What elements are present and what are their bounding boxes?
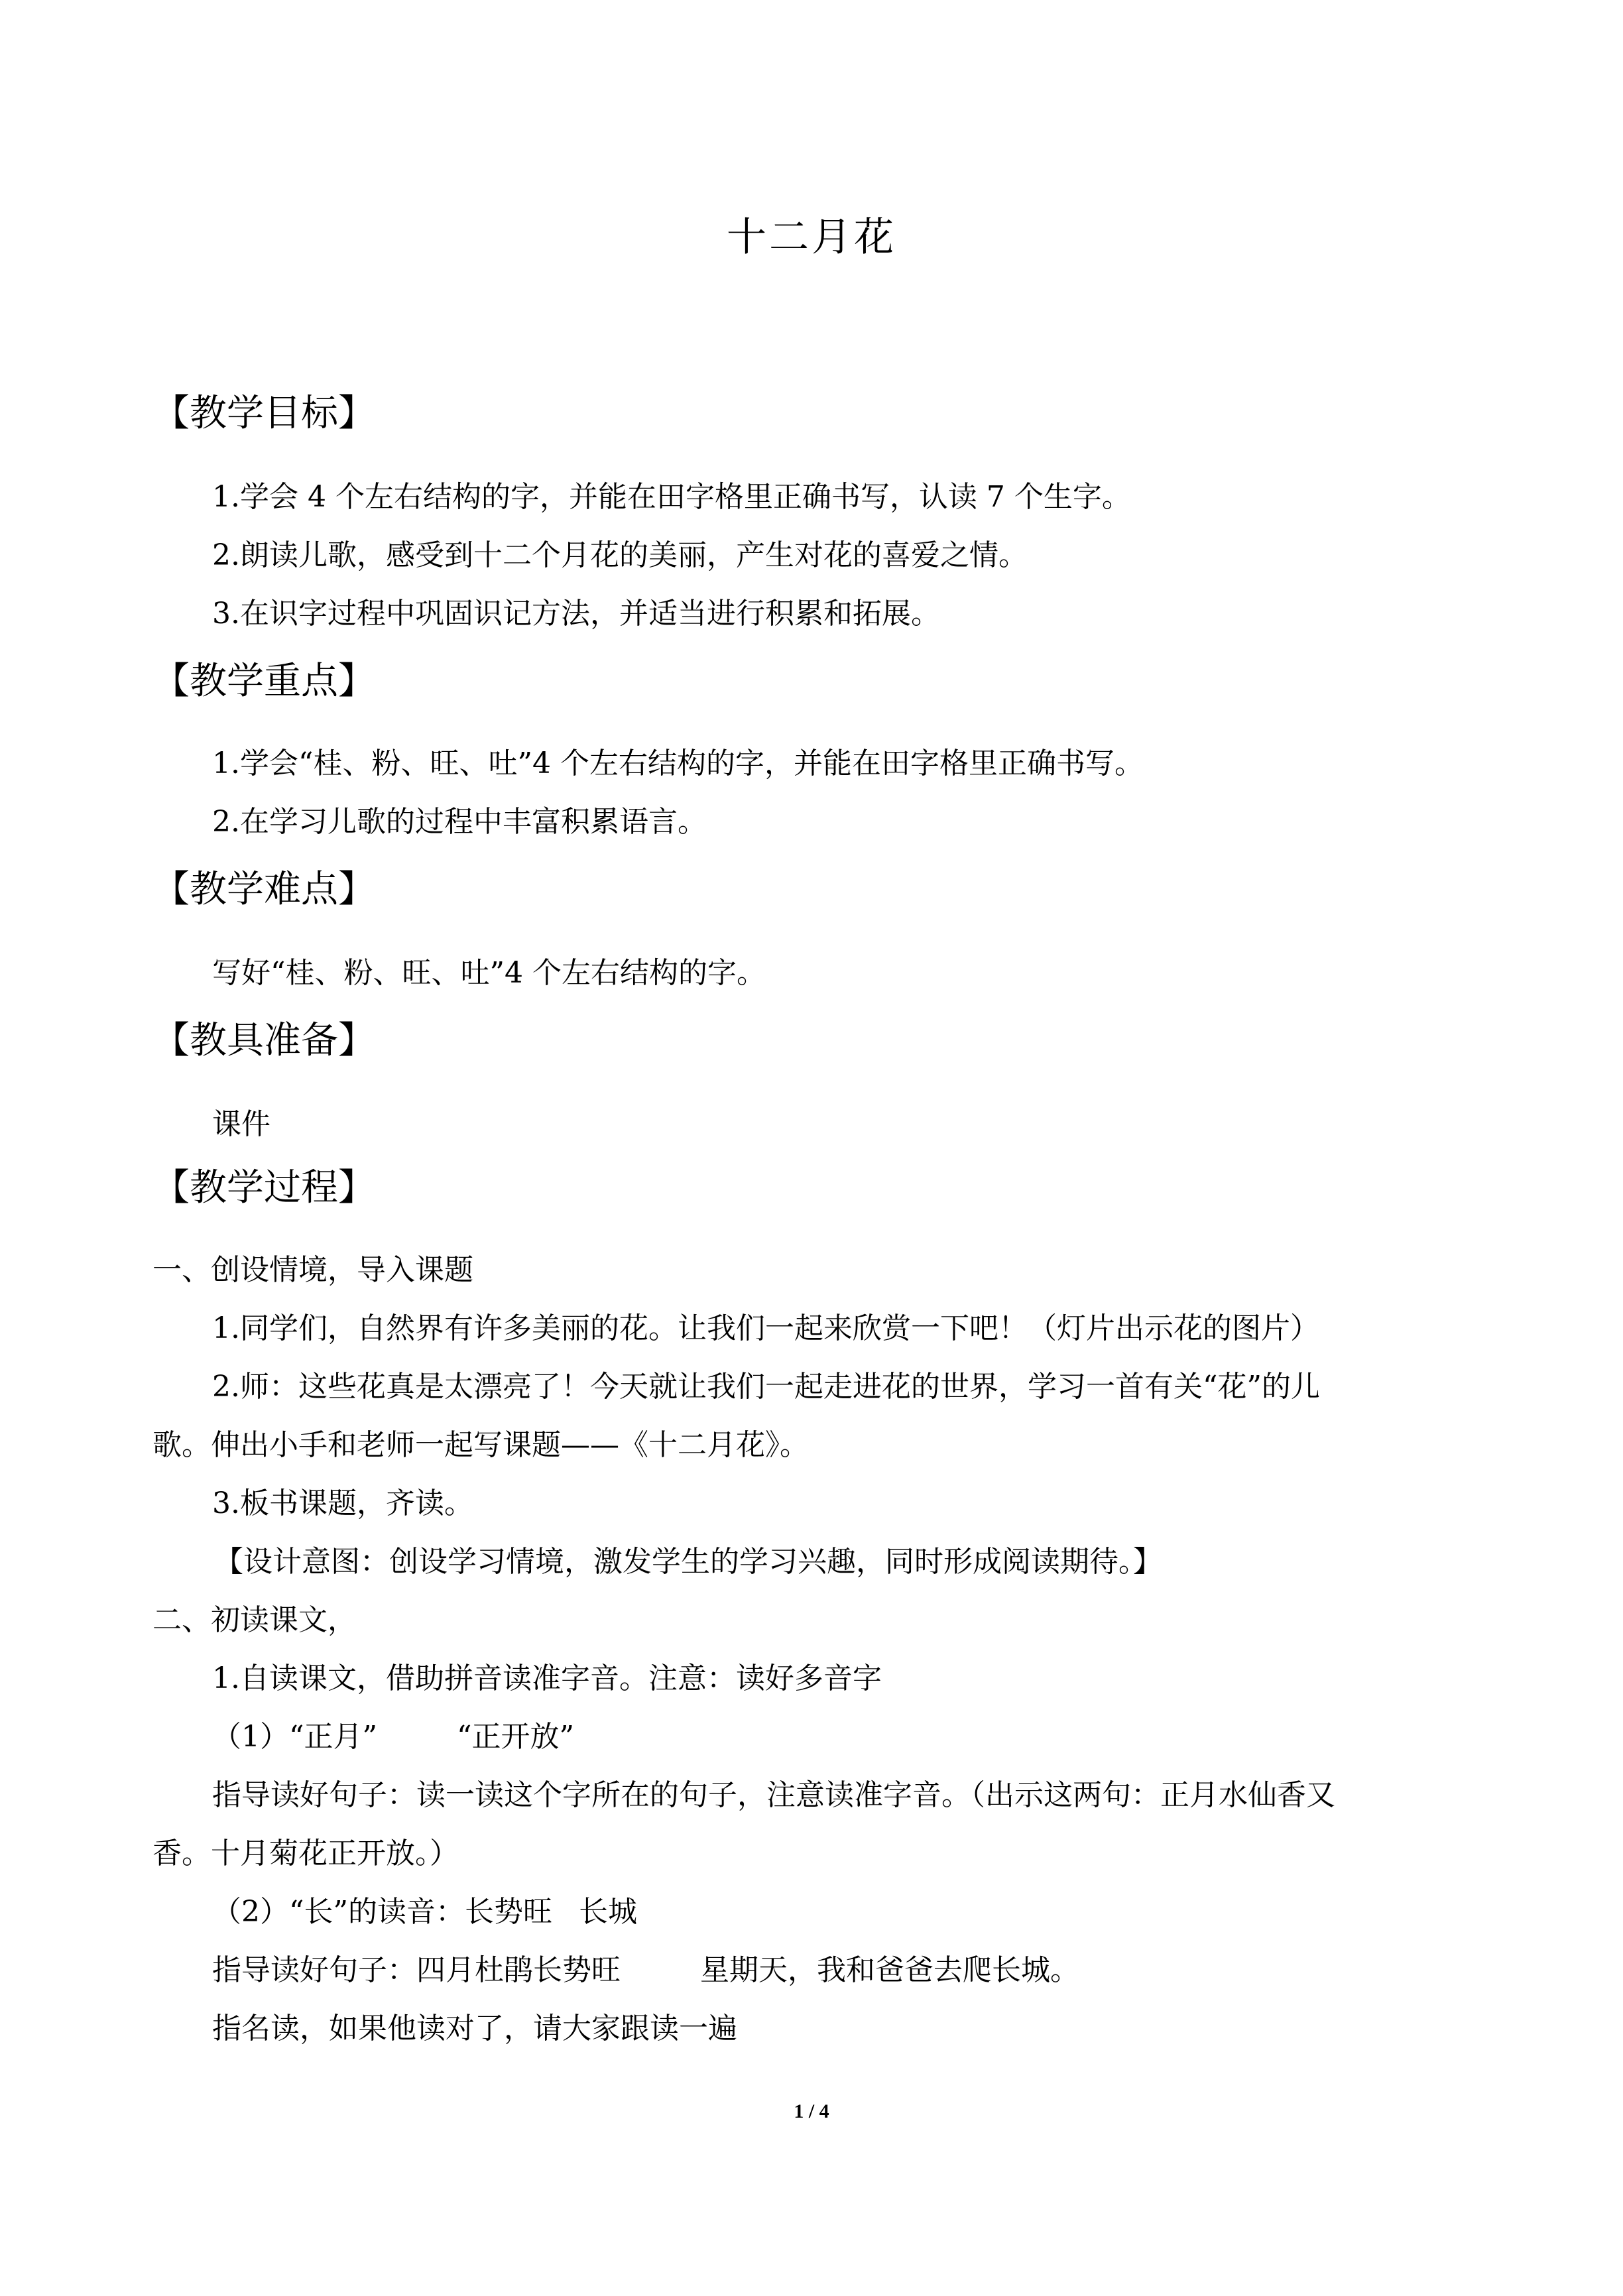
process-part1-line-4: 3.板书课题，齐读。	[212, 1486, 473, 1520]
goal-item-3: 3.在识字过程中巩固识记方法，并适当进行积累和拓展。	[212, 597, 940, 631]
heading-keypoints: 【教学重点】	[152, 660, 375, 703]
process-part1-line-2: 2.师：这些花真是太漂亮了！今天就让我们一起走进花的世界，学习一首有关“花”的儿	[212, 1370, 1320, 1404]
process-part1-line-1: 1.同学们，自然界有许多美丽的花。让我们一起来欣赏一下吧！（灯片出示花的图片）	[212, 1311, 1319, 1345]
polyphone-item-2b: 长城	[578, 1895, 637, 1929]
process-part2-line-2	[212, 1716, 574, 1758]
polyphone-item-1b: “正开放”	[456, 1720, 574, 1754]
process-part1-design-note: 【设计意图：创设学习情境，激发学生的学习兴趣，同时形成阅读期待。】	[214, 1545, 1162, 1579]
polyphone-item-1a: （1）“正月”	[212, 1720, 377, 1754]
sentence-guide-b: 星期天，我和爸爸去爬长城。	[700, 1953, 1079, 1987]
process-part1-title: 一、创设情境，导入课题	[152, 1253, 473, 1287]
process-part2-line-6	[212, 1949, 1079, 1992]
goal-item-2: 2.朗读儿歌，感受到十二个月花的美丽，产生对花的喜爱之情。	[212, 538, 1028, 572]
heading-goals: 【教学目标】	[152, 392, 375, 435]
heading-tools: 【教具准备】	[152, 1019, 375, 1062]
process-part2-line-3: 指导读好句子：读一读这个字所在的句子，注意读准字音。（出示这两句：正月水仙香又	[212, 1778, 1335, 1812]
page-number: 1 / 4	[794, 2100, 829, 2122]
process-part2-line-5	[212, 1891, 637, 1933]
difficulty-item-1: 写好“桂、粉、旺、吐”4 个左右结构的字。	[212, 956, 766, 990]
keypoint-item-2: 2.在学习儿歌的过程中丰富积累语言。	[212, 805, 707, 839]
keypoint-item-1: 1.学会“桂、粉、旺、吐”4 个左右结构的字，并能在田字格里正确书写。	[212, 747, 1144, 780]
goal-item-1: 1.学会 4 个左右结构的字，并能在田字格里正确书写，认读 7 个生字。	[212, 480, 1131, 514]
heading-process: 【教学过程】	[152, 1166, 375, 1209]
sentence-guide-a: 指导读好句子：四月杜鹃长势旺	[212, 1953, 621, 1987]
page-title: 十二月花	[727, 214, 896, 261]
process-part2-line-1: 1.自读课文，借助拼音读准字音。注意：读好多音字	[212, 1662, 882, 1695]
heading-difficulties: 【教学难点】	[152, 868, 375, 911]
process-part2-line-4: 香。十月菊花正开放。）	[152, 1837, 459, 1870]
process-part2-line-7: 指名读，如果他读对了，请大家跟读一遍	[212, 2012, 737, 2045]
polyphone-item-2a: （2）“长”的读音：长势旺	[212, 1895, 552, 1929]
process-part2-title: 二、初读课文，	[152, 1603, 357, 1637]
process-part1-line-3: 歌。伸出小手和老师一起写课题——《十二月花》。	[152, 1428, 809, 1462]
tool-item-1: 课件	[212, 1107, 270, 1141]
